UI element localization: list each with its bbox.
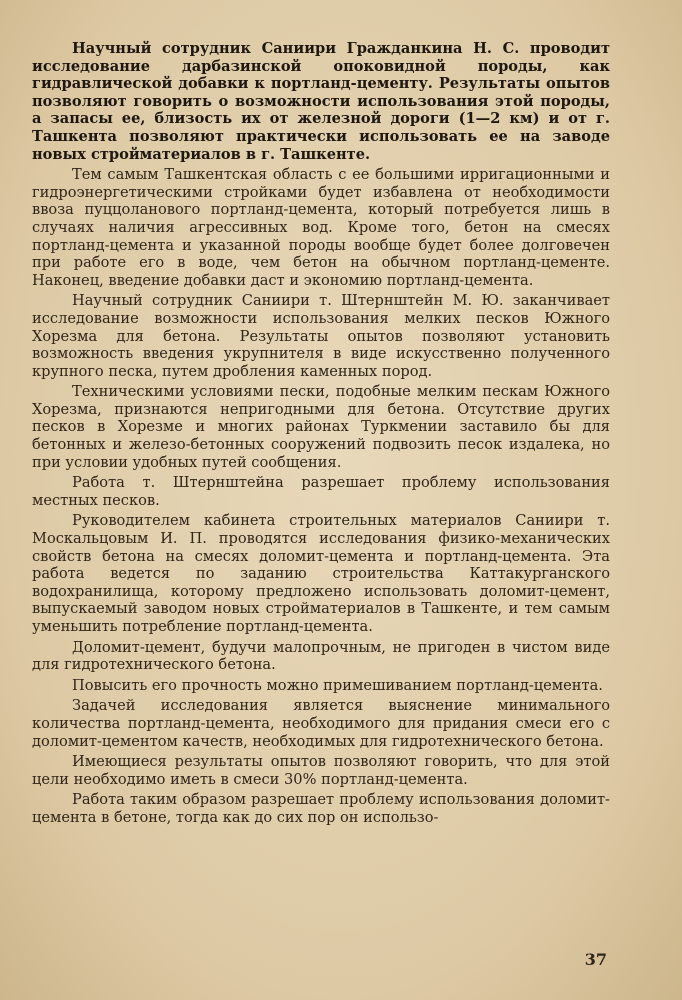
page-number: 37 xyxy=(584,950,607,969)
paragraph-2: Тем самым Ташкентская область с ее большими ирригационными и гидроэнергетическими стройками будет избавлена от необходимости ввоза пуццоланового портланд-цемента, который потребуется лишь в случаях наличия агрессивных вод. Кроме того, бетон на смесях портланд-цемента и указанной породы вообще будет более долговечен при работе его в воде, чем бетон на обычном портланд-цементе. Наконец, введение добавки даст и экономию портланд-цемента. xyxy=(32,166,610,289)
paragraph-3: Научный сотрудник Саниири т. Штернштейн М. Ю. заканчивает исследование возможности использования мелких песков Южного Хорезма для бетона. Результаты опытов позволяют установить возможность введения укрупнителя в виде искусственно полученного крупного песка, путем дробления каменных пород. xyxy=(32,292,610,380)
paragraph-4: Техническими условиями пески, подобные мелким пескам Южного Хорезма, признаются непригодными для бетона. Отсутствие других песков в Хорезме и многих районах Туркмении заставило бы для бетонных и железо-бетонных сооружений подвозить песок издалека, но при условии удобных путей сообщения. xyxy=(32,383,610,471)
paragraph-6: Руководителем кабинета строительных материалов Саниири т. Москальцовым И. П. проводятся исследования физико-механических свойств бетона на смесях доломит-цемента и портланд-цемента. Эта работа ведется по заданию строительства Каттакурганского водохранилища, которому предложено использовать доломит-цемент, выпускаемый заводом новых стройматериалов в Ташкенте, и тем самым уменьшить потребление портланд-цемента. xyxy=(32,512,610,635)
paragraph-10: Имеющиеся результаты опытов позволяют говорить, что для этой цели необходимо иметь в смеси 30% портланд-цемента. xyxy=(32,753,610,788)
paragraph-9: Задачей исследования является выяснение минимального количества портланд-цемента, необходимого для придания смеси его с доломит-цементом качеств, необходимых для гидротехнического бетона. xyxy=(32,697,610,750)
paragraph-7: Доломит-цемент, будучи малопрочным, не пригоден в чистом виде для гидротехнического бетона. xyxy=(32,638,610,674)
paragraph-11: Работа таким образом разрешает проблему использования доломит-цемента в бетоне, тогда как до сих пор он использо- xyxy=(32,791,610,826)
paragraph-1: Научный сотрудник Саниири Гражданкина Н. С. проводит исследование дарбазинской опоковидной породы, как гидравлической добавки к портланд-цементу. Результаты опытов позволяют говорить о возможности использования этой породы, а запасы ее, близость их от железной дороги (1—2 км) и от г. Ташкента позволяют практически использовать ее на заводе новых стройматериалов в г. Ташкенте. xyxy=(32,40,610,163)
body-text xyxy=(32,40,610,830)
paragraph-8: Повысить его прочность можно примешиванием портланд-цемента. xyxy=(72,676,603,694)
paragraph-5: Работа т. Штернштейна разрешает проблему использования местных песков. xyxy=(32,474,610,509)
